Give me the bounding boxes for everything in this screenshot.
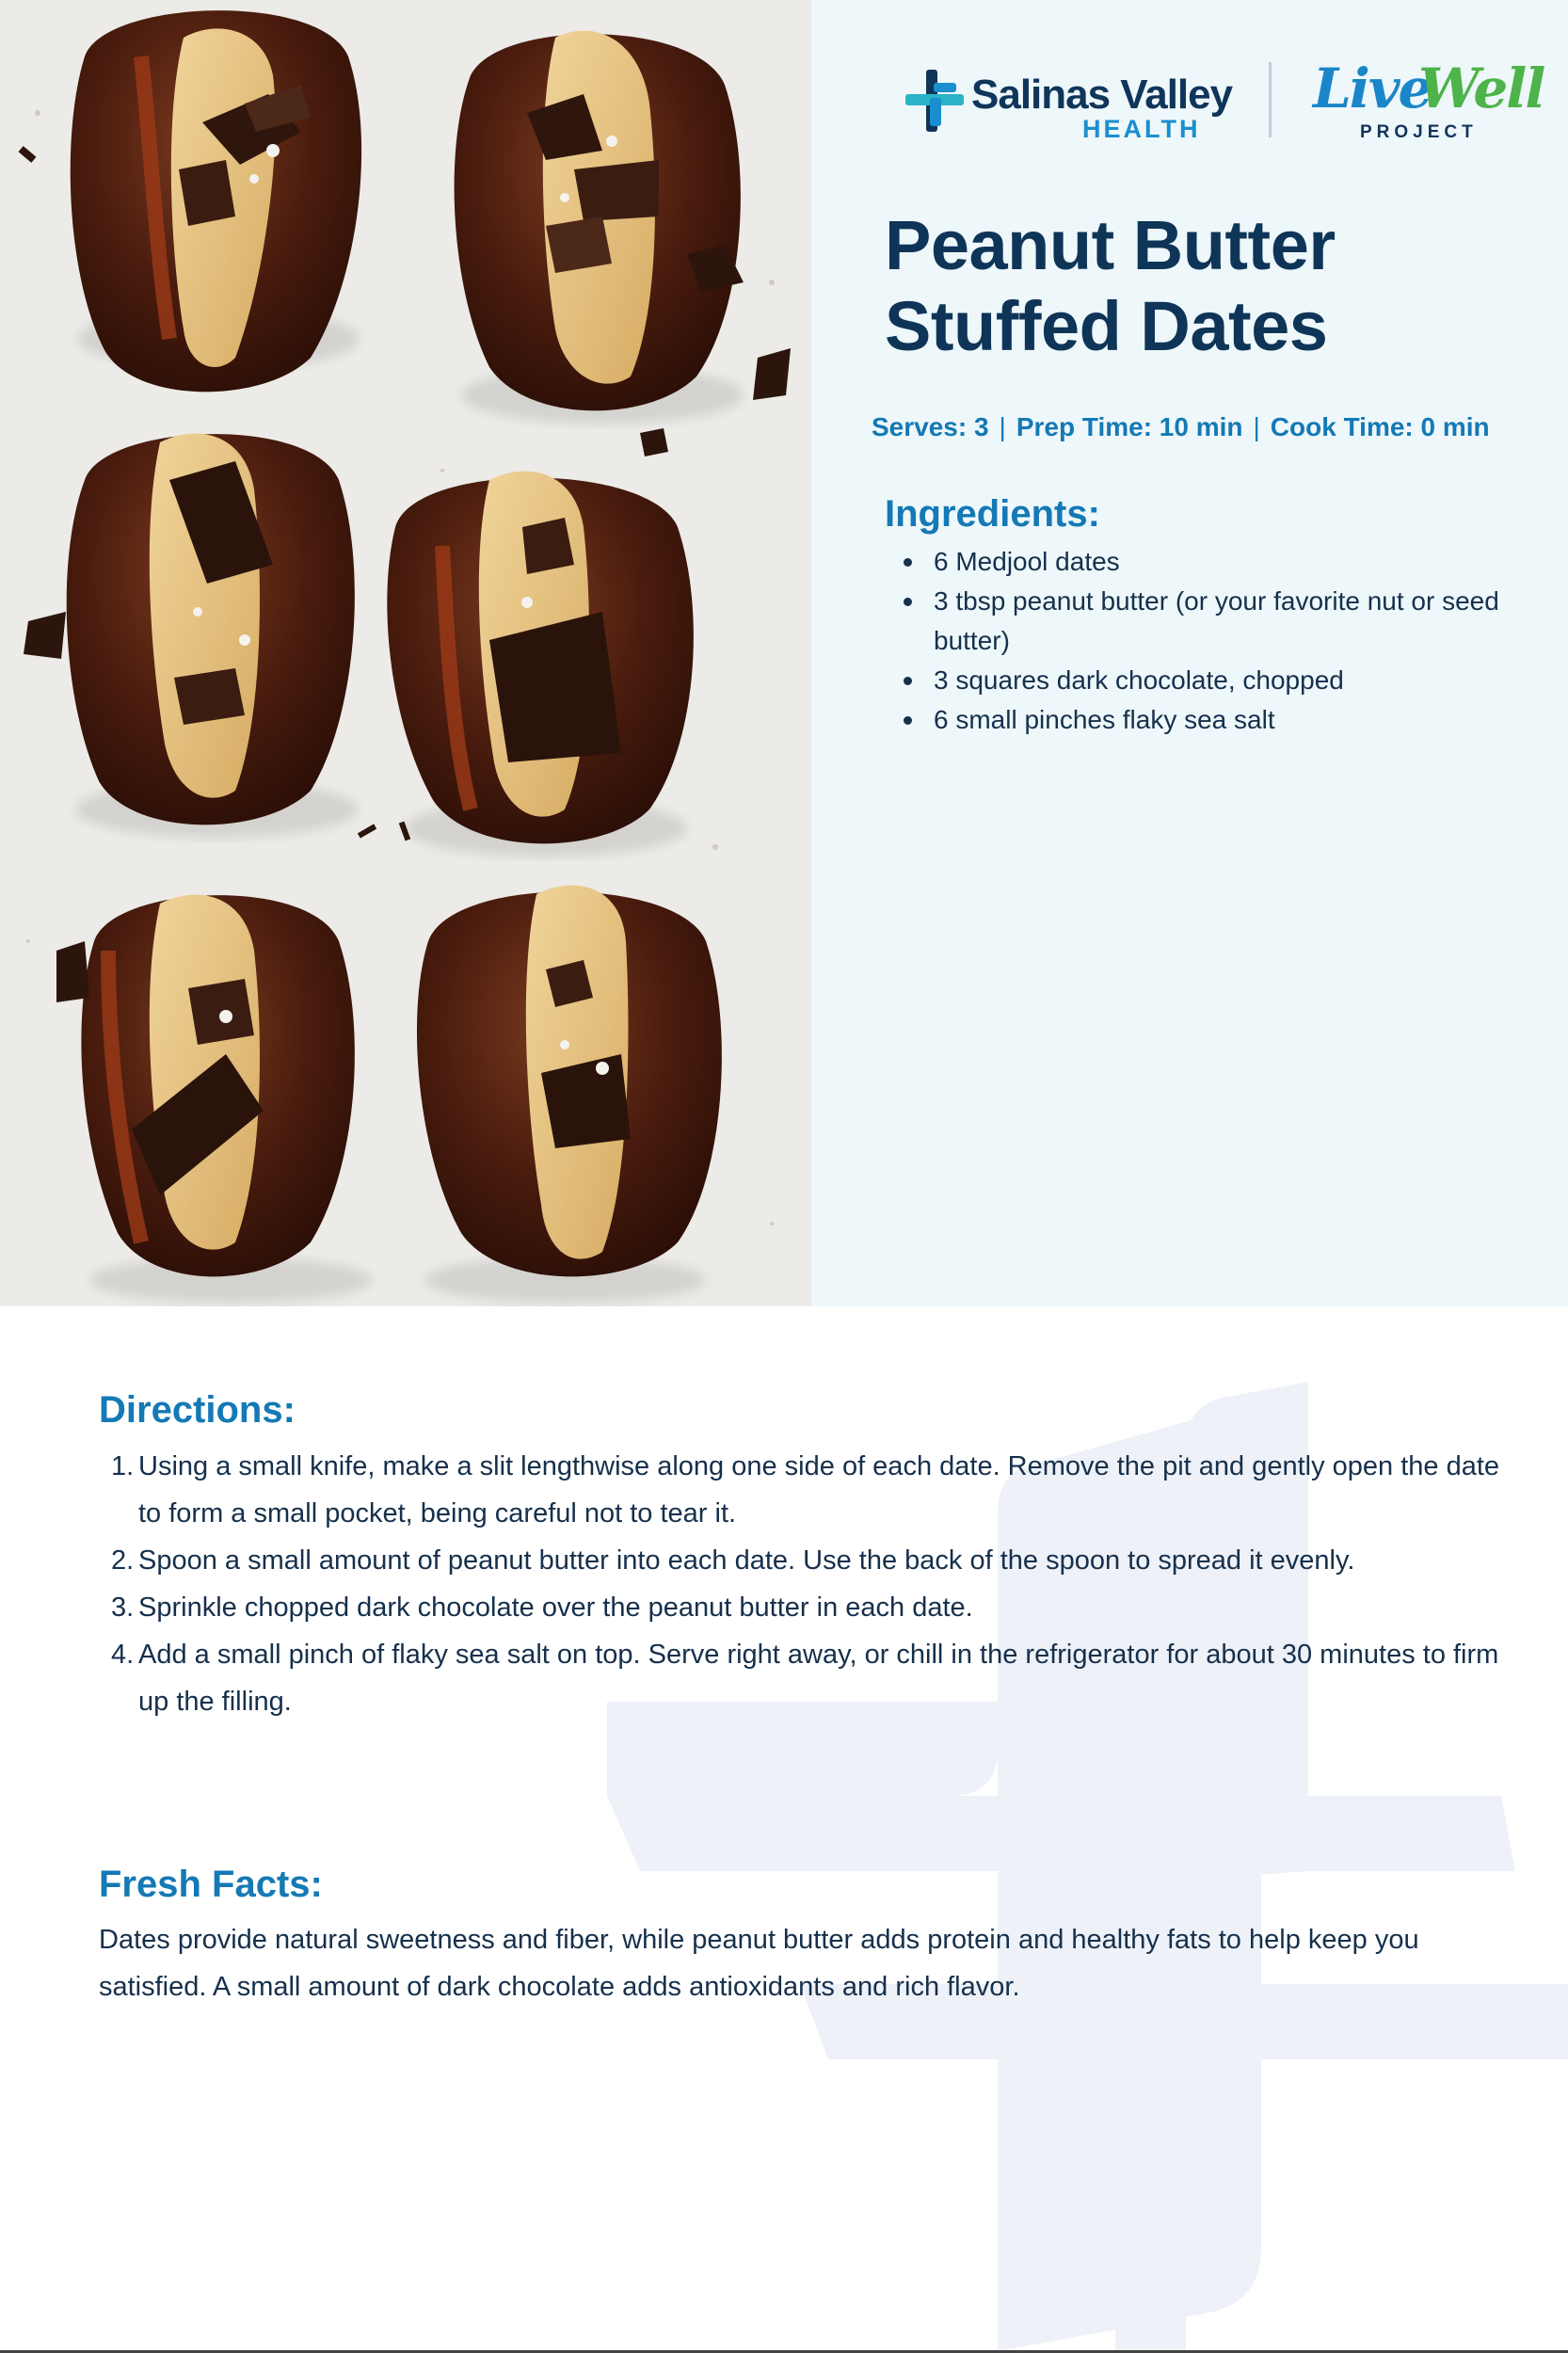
direction-step: 1. Using a small knife, make a slit lengthwise along one side of each date. Remove the pit and gently open the date to form a small pocket, being careful not to tear it. (111, 1451, 1500, 1529)
direction-step-text: Using a small knife, make a slit lengthwise along one side of each date. Remove the pit and gently open the date to form a small pocket, being careful not to tear it. (138, 1451, 1500, 1529)
ingredient-item: 3 tbsp peanut butter (or your favorite nut or seed butter) (902, 582, 1504, 661)
ingredient-item: 3 squares dark chocolate, chopped (902, 661, 1504, 700)
ingredient-item: 6 Medjool dates (902, 542, 1504, 582)
ingredient-item: 6 small pinches flaky sea salt (902, 700, 1504, 740)
directions-heading: Directions: (99, 1389, 296, 1431)
date-1 (71, 10, 361, 392)
ingredients-heading: Ingredients: (885, 493, 1100, 535)
date-3 (67, 434, 358, 838)
recipe-meta (872, 412, 1490, 442)
direction-step: 2. Spoon a small amount of peanut butter into each date. Use the back of the spoon to spread it evenly. (111, 1545, 1355, 1576)
live-well-project-logo (1313, 56, 1544, 147)
salinas-valley-health-logo (905, 68, 1233, 143)
logo-live-word: Live (1313, 56, 1432, 120)
recipe-title-line-1: Peanut Butter (885, 206, 1336, 284)
meta-separator: | (999, 412, 1006, 441)
logo-divider (1269, 62, 1272, 137)
fresh-facts-text: Dates provide natural sweetness and fiber, while peanut butter adds protein and healthy fats to help keep you satisfied. A small amount of dark chocolate adds antioxidants and rich flavor. (99, 1925, 1419, 2002)
serves-label: Serves: 3 (872, 412, 989, 441)
meta-separator: | (1253, 412, 1260, 441)
logo-name: Salinas Valley (971, 72, 1233, 118)
logo-project-word: PROJECT (1360, 122, 1478, 142)
direction-step: 3. Sprinkle chopped dark chocolate over the peanut butter in each date. (111, 1593, 973, 1623)
logo-well-word: Well (1418, 56, 1544, 120)
fresh-facts-heading: Fresh Facts: (99, 1864, 323, 1905)
recipe-title-line-2: Stuffed Dates (885, 287, 1328, 365)
stuffed-dates-image (0, 0, 811, 1306)
recipe-photo (0, 0, 811, 1306)
prep-time-label: Prep Time: 10 min (1016, 412, 1243, 441)
direction-step: 4. Add a small pinch of flaky sea salt on top. Serve right away, or chill in the refrigerator for about 30 minutes to firm up the filling. (111, 1640, 1499, 1717)
ingredients-list (902, 542, 1504, 740)
date-4 (387, 472, 694, 856)
direction-step-text: Sprinkle chopped dark chocolate over the peanut butter in each date. (138, 1593, 973, 1623)
direction-step-text: Add a small pinch of flaky sea salt on top. Serve right away, or chill in the refrigerator for about 30 minutes to firm up the filling. (138, 1640, 1499, 1717)
date-2 (455, 31, 744, 424)
recipe-title (885, 205, 1525, 367)
logo-sub: HEALTH (1082, 115, 1201, 143)
cook-time-label: Cook Time: 0 min (1270, 412, 1490, 441)
direction-step-text: Spoon a small amount of peanut butter into each date. Use the back of the spoon to spread it evenly. (138, 1545, 1355, 1576)
directions-list (111, 1443, 1504, 1725)
health-cross-icon (905, 70, 964, 132)
